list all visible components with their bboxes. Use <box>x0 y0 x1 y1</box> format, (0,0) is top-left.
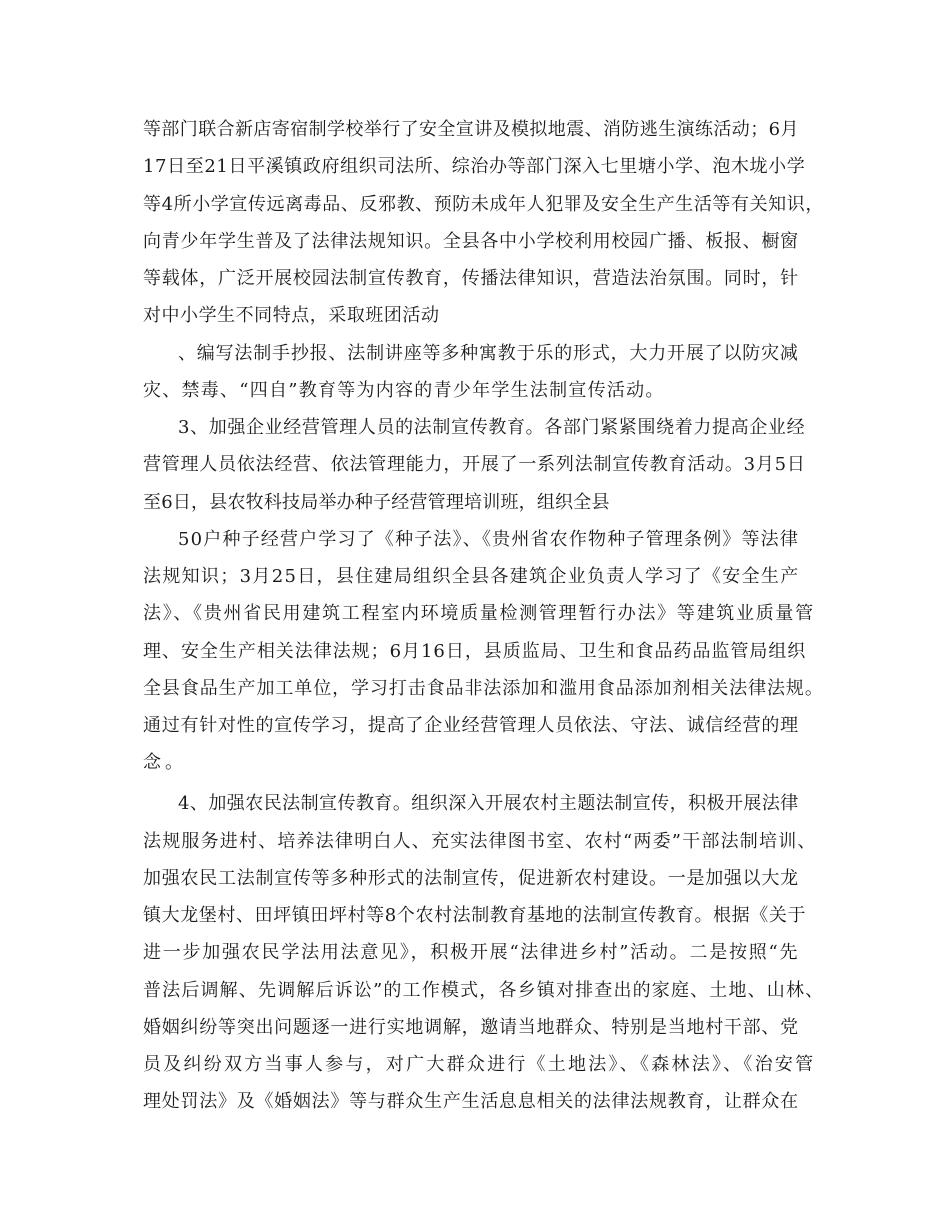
text-line: 法》、《贵州省民用建筑工程室内环境质量检测管理暂行办法》等建筑业质量管 <box>143 603 815 624</box>
text-line: 法规知识；3月25日，县住建局组织全县各建筑企业负责人学习了《安全生产 <box>143 566 800 587</box>
text-line: 17日至21日平溪镇政府组织司法所、综治办等部门深入七里塘小学、泡木垅小学 <box>143 156 806 177</box>
text-line: 念。 <box>143 752 187 773</box>
text-line: 加强农民工法制宣传等多种形式的法制宣传，促进新农村建设。一是加强以大龙 <box>143 868 799 889</box>
text-line: 对中小学生不同特点，采取班团活动 <box>143 305 440 326</box>
text-line: 理处罚法》及《婚姻法》等与群众生产生活息息相关的法律法规教育，让群众在 <box>143 1091 799 1112</box>
text-line: 等4所小学宣传远离毒品、反邪教、预防未成年人犯罪及安全生产生活等有关知识， <box>143 194 824 215</box>
text-line: 至6日，县农牧科技局举办种子经营管理培训班，组织全县 <box>143 492 610 513</box>
text-line: 普法后调解、先调解后诉讼”的工作模式，各乡镇对排查出的家庭、土地、山林、 <box>143 980 825 1001</box>
text-line: 通过有针对性的宣传学习，提高了企业经营管理人员依法、守法、诚信经营的理 <box>143 715 799 736</box>
text-line: 理、安全生产相关法律法规；6月16日，县质监局、卫生和食品药品监管局组织 <box>143 641 807 662</box>
text-line: 镇大龙堡村、田坪镇田坪村等8个农村法制教育基地的法制宣传教育。根据《关于 <box>143 905 807 926</box>
text-line: 员及纠纷双方当事人参与，对广大群众进行《土地法》、《森林法》、《治安管 <box>143 1054 816 1075</box>
paragraph-heading: 4、加强农民法制宣传教育。组织深入开展农村主题法制宣传，积极开展法律 <box>178 793 799 814</box>
text-line: 婚姻纠纷等突出问题逐一进行实地调解，邀请当地群众、特别是当地村干部、党 <box>143 1017 799 1038</box>
text-line: 50户种子经营户学习了《种子法》、《贵州省农作物种子管理条例》等法律 <box>178 529 800 550</box>
text-line: 、编写法制手抄报、法制讲座等多种寓教于乐的形式，大力开展了以防灾减 <box>178 343 799 364</box>
text-line: 灾、禁毒、“四自”教育等为内容的青少年学生法制宣传活动。 <box>143 380 665 401</box>
text-line: 法规服务进村、培养法律明白人、充实法律图书室、农村“两委”干部法制培训、 <box>143 831 817 852</box>
text-line: 向青少年学生普及了法律法规知识。全县各中小学校利用校园广播、板报、橱窗 <box>143 231 799 252</box>
text-line: 营管理人员依法经营、依法管理能力，开展了一系列法制宣传教育活动。3月5日 <box>143 454 806 475</box>
text-line: 全县食品生产加工单位，学习打击食品非法添加和滥用食品添加剂相关法律法规。 <box>143 678 824 699</box>
text-line: 等载体，广泛开展校园法制宣传教育，传播法律知识，营造法治氛围。同时，针 <box>143 268 799 289</box>
text-line: 等部门联合新店寄宿制学校举行了安全宣讲及模拟地震、消防逃生演练活动；6月 <box>143 119 799 140</box>
paragraph-heading: 3、加强企业经营管理人员的法制宣传教育。各部门紧紧围绕着力提高企业经 <box>178 417 806 438</box>
text-line: 进一步加强农民学法用法意见》，积极开展“法律进乡村”活动。二是按照“先 <box>143 942 800 963</box>
